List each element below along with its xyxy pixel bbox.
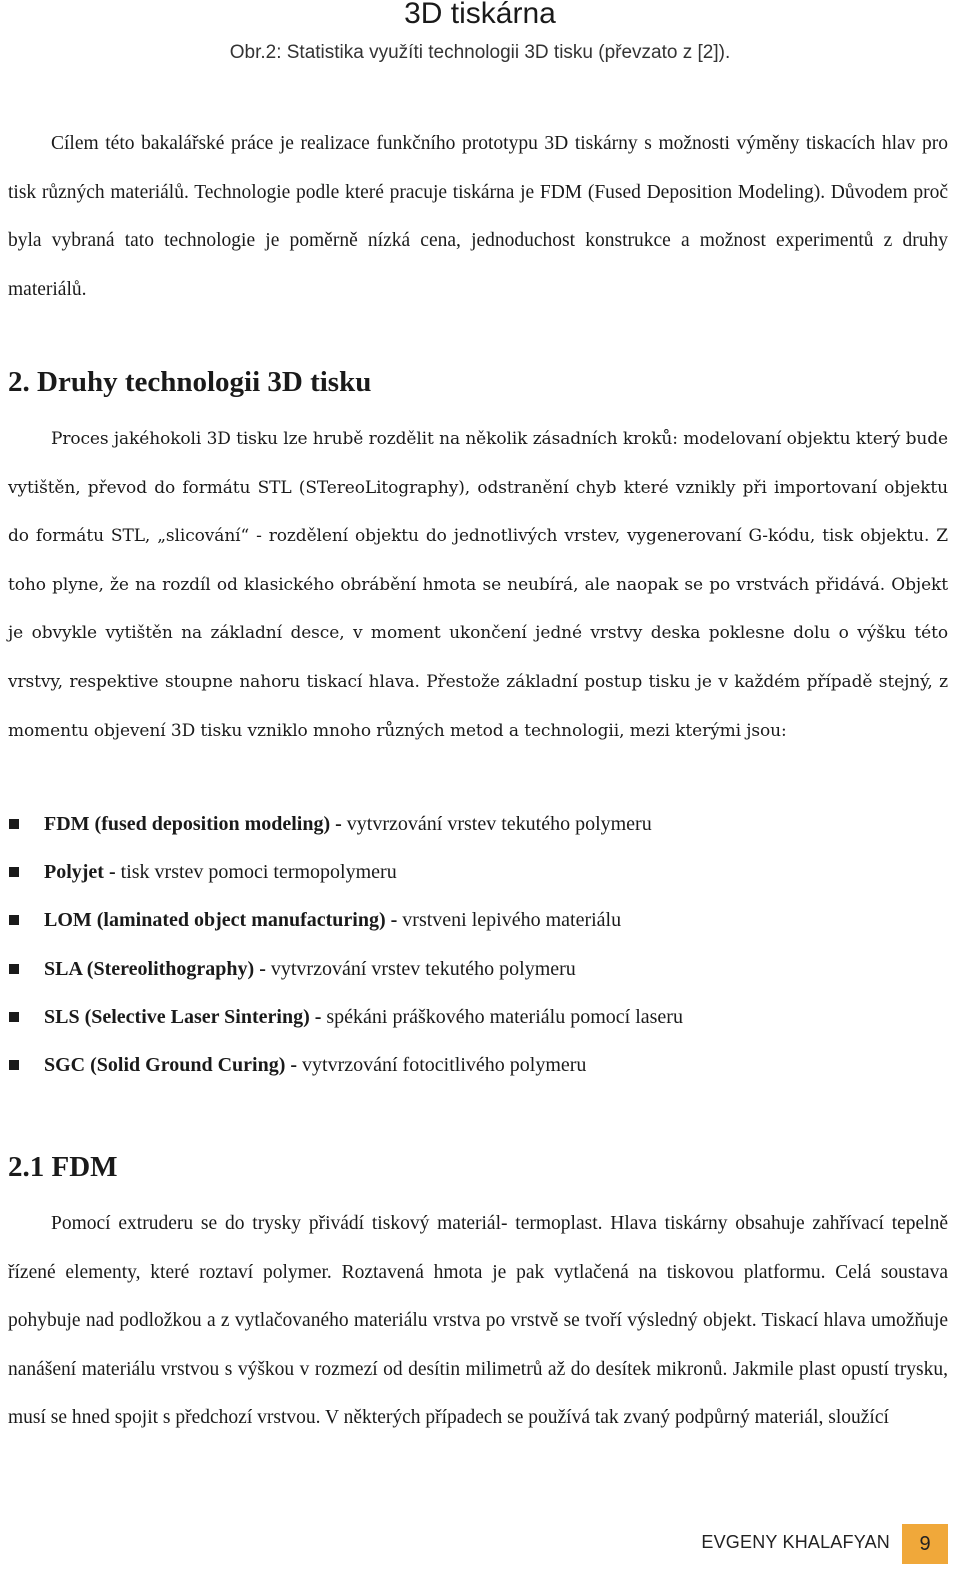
section-heading-technologies: 2. Druhy technologii 3D tisku [8,366,372,398]
list-item [8,993,938,1041]
page-number-badge: 9 [902,1524,948,1564]
technology-name: SGC (Solid Ground Curing) - [44,1053,298,1076]
technology-description: vytvrzování fotocitlivého polymeru [297,1053,587,1076]
technology-name: SLS (Selective Laser Sintering) - [44,1005,322,1028]
list-item [8,896,938,944]
technology-name: SLA (Stereolithography) - [44,957,266,980]
list-item [8,945,938,993]
square-bullet-icon [9,1060,19,1070]
technology-name: FDM (fused deposition modeling) - [44,813,342,835]
footer-author: EVGENY KHALAFYAN [701,1532,890,1552]
technology-description: spékáni práškového materiálu pomocí laseru [321,1005,683,1028]
square-bullet-icon [9,867,19,877]
intro-paragraph: Cílem této bakalářské práce je realizace funkčního prototypu 3D tiskárny s možnosti výměny tiskacích hlav pro tisk různých materiálů. Technologie podle které pracuje tiskárna je FDM (Fused Deposition Modeling). Důvodem proč byla vybraná tato technologie je poměrně nízká cena, jednoduchost konstrukce a možnost experimentů z druhy materiálů. [8,133,948,300]
technology-description: vytvrzování vrstev tekutého polymeru [265,957,576,980]
technology-description: tisk vrstev pomoci termopolymeru [115,861,397,884]
technology-description: vytvrzování vrstev tekutého polymeru [341,813,652,835]
section-technologies-paragraph: Proces jakéhokoli 3D tisku lze hrubě rozdělit na několik zásadních kroků: modelovaní objektu který bude vytištěn, převod do formátu STL (STereoLitography), odstranění chyb které vznikly při importovaní objektu do formátu STL, „slicování“ - rozdělení objektu do jednotlivých vrstev, vygenerovaní G-kódu, tisk objektu. Z toho plyne, že na rozdíl od klasického obrábění hmota se neubírá, ale naopak se po vrstvách přidává. Objekt je obvykle vytištěn na základní desce, v moment ukončení jedné vrstvy deska poklesne dolu o výšku této vrstvy, respektive stoupne nahoru tiskací hlava. Přestože základní postup tisku je v každém případě stejný, z momentu objevení 3D tisku vzniklo mnoho různých metod a technologii, mezi kterými jsou: [8,429,948,741]
list-item [8,800,938,848]
square-bullet-icon [9,915,19,925]
square-bullet-icon [9,964,19,974]
list-item [8,1041,938,1089]
technology-name: Polyjet - [44,861,116,884]
page-footer [0,1524,960,1564]
figure-caption: Obr.2: Statistika využíti technologii 3D tisku (převzato z [2]). [229,42,731,63]
running-header-title: 3D tiskárna [404,0,556,30]
list-item [8,848,938,896]
section-fdm-paragraph: Pomocí extruderu se do trysky přivádí tiskový materiál- termoplast. Hlava tiskárny obsahuje zahřívací tepelně řízené elementy, které roztaví polymer. Roztavená hmota je pak vytlačená na tiskovou platformu. Celá soustava pohybuje nad podložkou a z vytlačovaného materiálu vrstva po vrstvě se tvoří výsledný objekt. Tiskací hlava umožňuje nanášení materiálu vrstvou s výškou v rozmezí od desítin milimetrů až do desítek mikronů. Jakmile plast opustí trysku, musí se hned spojit s předchozí vrstvou. V některých případech se používá tak zvaný podpůrný materiál, sloužící [8,1213,948,1429]
square-bullet-icon [9,1012,19,1022]
section-heading-fdm: 2.1 FDM [8,1151,118,1183]
technology-description: vrstveni lepivého materiálu [397,909,622,932]
technology-name: LOM (laminated object manufacturing) - [44,909,398,932]
square-bullet-icon [9,819,19,829]
technology-list [8,800,938,1089]
